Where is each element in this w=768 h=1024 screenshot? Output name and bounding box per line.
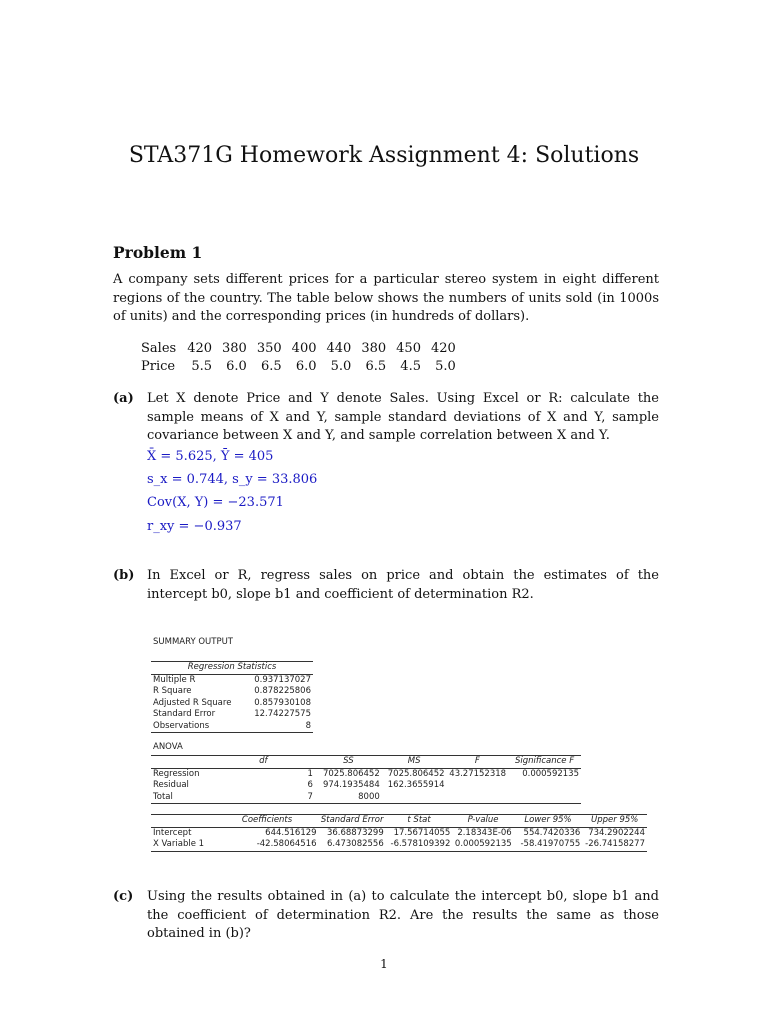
table-cell: 5.5: [191, 359, 213, 374]
part-b: [113, 567, 659, 604]
coef-cell: 734.2902244: [588, 827, 645, 838]
part-a: [113, 390, 659, 446]
coef-cell: 6.473082556: [319, 839, 386, 851]
coef-cell: 36.68873299: [326, 827, 384, 838]
coef-cell: -6.578109392: [386, 839, 453, 851]
answer-correlation: r_xy = −0.937: [147, 519, 242, 534]
stat-label: Observations: [151, 721, 244, 733]
anova-cell: [447, 792, 509, 804]
stat-value: 0.878225806: [254, 686, 311, 696]
table-cell: 4.5: [400, 359, 421, 374]
anova-header: Significance F: [508, 756, 581, 769]
table-row-sales: [141, 340, 461, 358]
anova-cell: Total: [151, 792, 212, 804]
anova-header: [151, 756, 212, 769]
table-cell: 6.5: [260, 359, 282, 374]
anova-cell: 1: [307, 768, 313, 779]
table-cell: 420: [187, 341, 213, 356]
coef-cell: 644.516129: [265, 827, 317, 838]
table-cell: 400: [291, 341, 317, 356]
anova-cell: 7: [212, 792, 315, 804]
table-cell: 350: [256, 341, 282, 356]
table-cell: 6.0: [226, 359, 247, 374]
anova-cell: 7025.806452: [322, 768, 380, 779]
coef-header: Lower 95%: [514, 815, 583, 828]
anova-header: F: [447, 756, 509, 769]
anova-cell: Residual: [153, 780, 189, 790]
table-cell: 6.0: [295, 359, 317, 374]
problem-heading: Problem 1: [113, 243, 203, 262]
stat-label: R Square: [153, 686, 192, 696]
table-cell: 5.0: [435, 359, 456, 374]
regression-statistics-header: Regression Statistics: [151, 662, 313, 675]
table-cell: 420: [430, 341, 456, 356]
anova-header: SS: [315, 756, 382, 769]
part-b-label: (b): [113, 568, 135, 583]
table-row: [151, 721, 313, 733]
table-row: [151, 768, 581, 780]
coefficients-table: [151, 814, 647, 852]
coef-cell: 554.7420336: [523, 827, 581, 838]
stat-value: 0.857930108: [254, 697, 311, 708]
coef-header: Standard Error: [319, 815, 386, 828]
sales-price-table: [141, 340, 461, 376]
anova-cell: 974.1935484: [322, 780, 380, 790]
coef-cell: Intercept: [153, 827, 192, 838]
part-a-label: (a): [113, 391, 134, 406]
anova-cell: Regression: [153, 768, 200, 779]
coef-cell: -26.74158277: [582, 839, 647, 851]
problem-intro: A company sets different prices for a particular stereo system in eight different regions of the country. The table below shows the numbers of units sold (in 1000s of units) and the corresponding prices (in hundreds of dollars).: [113, 272, 659, 324]
anova-cell: 7025.806452: [387, 768, 445, 779]
row-label: Price: [141, 359, 176, 374]
table-cell: 5.0: [330, 359, 352, 374]
table-cell: 440: [326, 341, 352, 356]
coef-header: Coefficients: [216, 815, 319, 828]
anova-cell: [508, 792, 581, 804]
row-label: Sales: [141, 341, 177, 356]
anova-cell: 8000: [315, 792, 382, 804]
coef-cell: -58.41970755: [514, 839, 583, 851]
coef-header: [151, 815, 216, 828]
coef-header: P-value: [452, 815, 513, 828]
anova-cell: [447, 780, 509, 792]
table-row: [151, 709, 313, 721]
stat-value: 0.937137027: [254, 674, 311, 685]
coef-header: Upper 95%: [582, 815, 647, 828]
table-row: [151, 698, 313, 710]
part-b-question: In Excel or R, regress sales on price and obtain the estimates of the intercept b0, slope b1 and coefficient of determination R2.: [147, 568, 659, 602]
coef-header: t Stat: [386, 815, 453, 828]
table-cell: 380: [222, 341, 247, 356]
anova-cell: 162.3655914: [387, 780, 445, 790]
stat-label: Multiple R: [153, 674, 196, 685]
part-c: [113, 888, 659, 944]
stat-label: Adjusted R Square: [153, 697, 232, 708]
table-cell: 380: [361, 341, 387, 356]
answer-covariance: Cov(X, Y) = −23.571: [147, 495, 284, 510]
table-row: [151, 827, 647, 839]
table-row: [151, 674, 313, 686]
anova-cell: [508, 780, 581, 792]
table-row: [151, 780, 581, 792]
answer-std-devs: s_x = 0.744, s_y = 33.806: [147, 472, 318, 487]
anova-header: df: [212, 756, 315, 769]
table-row-price: [141, 358, 461, 376]
part-a-question: Let X denote Price and Y denote Sales. Using Excel or R: calculate the sample means of X and Y, sample standard deviations of X and Y, sample covariance between X and Y, and sample correlation between X and Y.: [147, 391, 659, 443]
table-cell: 450: [396, 341, 421, 356]
anova-cell: 0.000592135: [522, 768, 579, 779]
table-row: [151, 839, 647, 851]
anova-cell: 6: [307, 780, 313, 790]
part-c-question: Using the results obtained in (a) to calculate the intercept b0, slope b1 and the coefficient of determination R2. Are the results the same as those obtained in (b)?: [147, 889, 659, 941]
coef-cell: 0.000592135: [452, 839, 513, 851]
table-row: [151, 686, 313, 698]
coef-cell: X Variable 1: [151, 839, 216, 851]
stat-label: Standard Error: [153, 709, 216, 719]
regression-statistics-table: [151, 661, 313, 733]
anova-header: MS: [382, 756, 447, 769]
coef-cell: -42.58064516: [216, 839, 319, 851]
answer-means: X̄ = 5.625, Ȳ = 405: [147, 449, 274, 464]
page-title: STA371G Homework Assignment 4: Solutions: [128, 143, 640, 168]
anova-cell: [382, 792, 447, 804]
table-row: [151, 792, 581, 804]
summary-output-title: SUMMARY OUTPUT: [153, 637, 233, 647]
anova-table: [151, 755, 581, 804]
coef-cell: 2.18343E-06: [457, 827, 512, 838]
part-c-label: (c): [113, 889, 134, 904]
anova-title: ANOVA: [153, 742, 183, 752]
coef-cell: 17.56714055: [393, 827, 451, 838]
table-cell: 6.5: [365, 359, 387, 374]
anova-cell: 43.27152318: [449, 768, 507, 779]
stat-value: 8: [244, 721, 313, 733]
stat-value: 12.74227575: [254, 709, 311, 719]
page-number: 1: [380, 957, 388, 971]
